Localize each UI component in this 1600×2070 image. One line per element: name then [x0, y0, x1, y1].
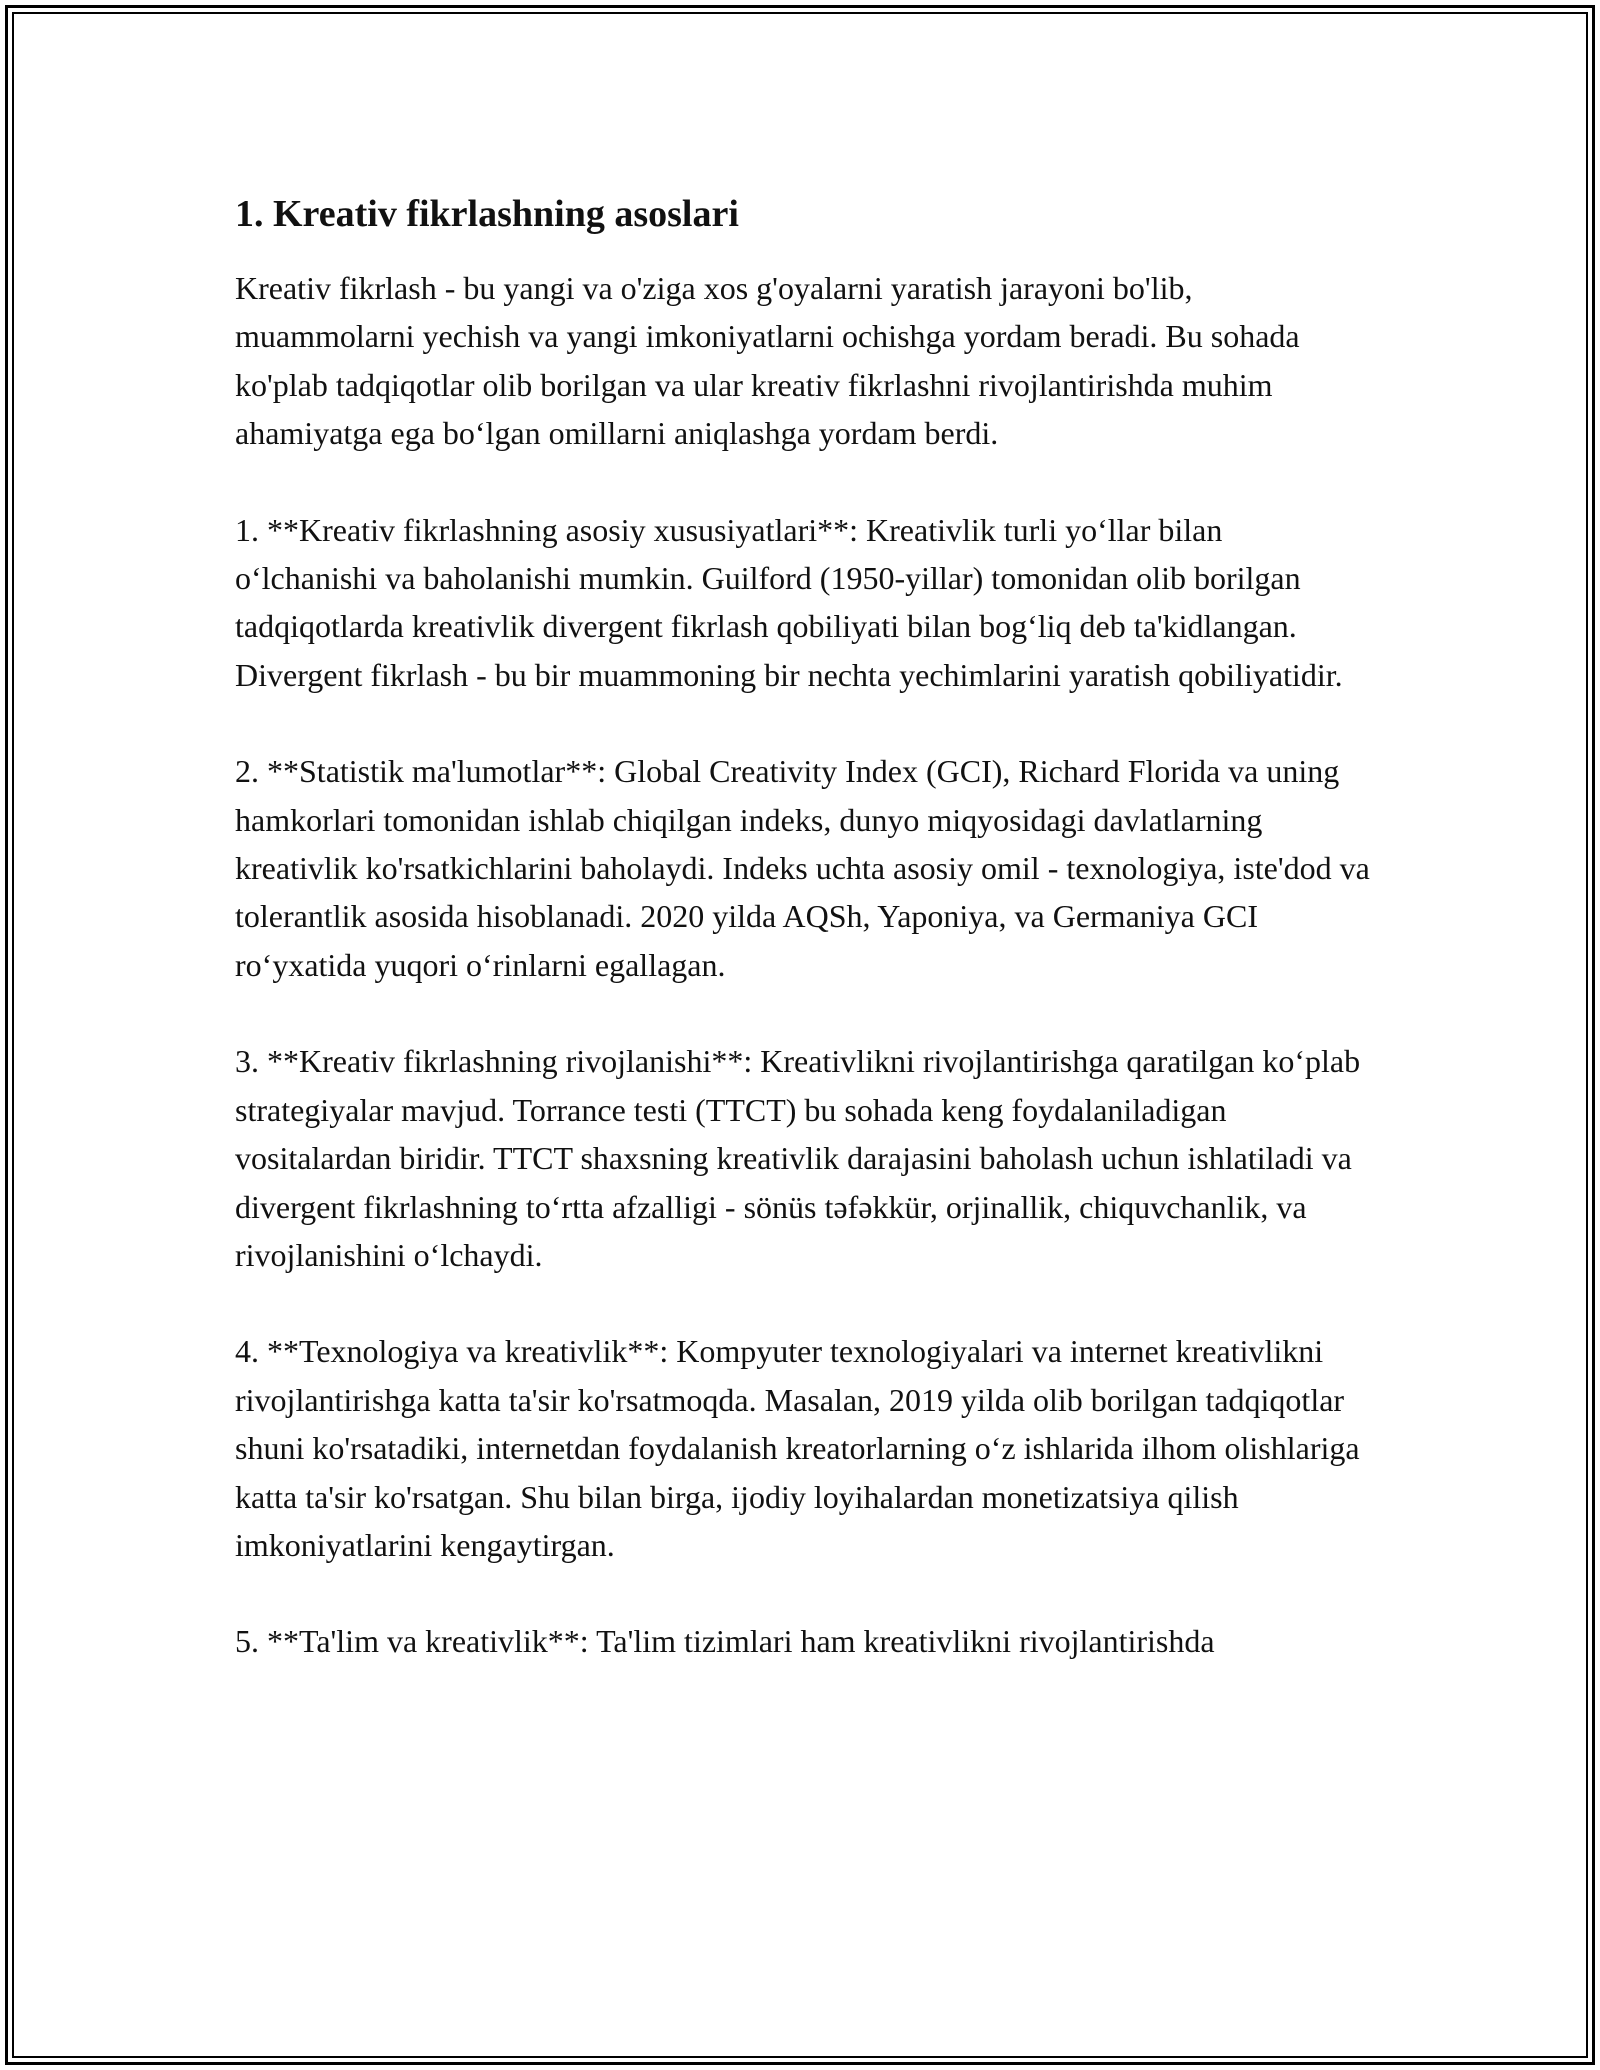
document-body: [235, 190, 1370, 1666]
paragraph-technology: 4. **Texnologiya va kreativlik**: Kompyuter texnologiyalari va internet kreativlikni rivojlantirishga katta ta'sir ko'rsatmoqda. Masalan, 2019 yilda olib borilgan tadqiqotlar shuni ko'rsatadiki, internetdan foydalanish kreatorlarning o‘z ishlarida ilhom olishlariga katta ta'sir ko'rsatgan. Shu bilan birga, ijodiy loyihalardan monetizatsiya qilish imkoniyatlarini kengaytirgan.: [235, 1333, 1360, 1563]
intro-paragraph: Kreativ fikrlash - bu yangi va o'ziga xos g'oyalarni yaratish jarayoni bo'lib, muammolarni yechish va yangi imkoniyatlarni ochishga yordam beradi. Bu sohada ko'plab tadqiqotlar olib borilgan va ular kreativ fikrlashni rivojlantirishda muhim ahamiyatga ega bo‘lgan omillarni aniqlashga yordam berdi.: [235, 270, 1300, 452]
section-heading: 1. Kreativ fikrlashning asoslari: [235, 193, 739, 235]
paragraph-education: 5. **Ta'lim va kreativlik**: Ta'lim tizimlari ham kreativlikni rivojlantirishda: [235, 1623, 1215, 1660]
paragraph-statistics: 2. **Statistik ma'lumotlar**: Global Creativity Index (GCI), Richard Florida va uning hamkorlari tomonidan ishlab chiqilgan indeks, dunyo miqyosidagi davlatlarning kreativlik ko'rsatkichlarini baholaydi. Indeks uchta asosiy omil - texnologiya, iste'dod va tolerantlik asosida hisoblanadi. 2020 yilda AQSh, Yaponiya, va Germaniya GCI ro‘yxatida yuqori o‘rinlarni egallagan.: [235, 753, 1370, 983]
paragraph-creative-features: 1. **Kreativ fikrlashning asosiy xususiyatlari**: Kreativlik turli yo‘llar bilan o‘lchanishi va baholanishi mumkin. Guilford (1950-yillar) tomonidan olib borilgan tadqiqotlarda kreativlik divergent fikrlash qobiliyati bilan bog‘liq deb ta'kidlangan. Divergent fikrlash - bu bir muammoning bir nechta yechimlarini yaratish qobiliyatidir.: [235, 511, 1343, 693]
paragraph-development: 3. **Kreativ fikrlashning rivojlanishi**: Kreativlikni rivojlantirishga qaratilgan ko‘plab strategiyalar mavjud. Torrance testi (TTCT) bu sohada keng foydalaniladigan vositalardan biridir. TTCT shaxsning kreativlik darajasini baholash uchun ishlatiladi va divergent fikrlashning to‘rtta afzalligi - sönüs təfəkkür, orjinallik, chiquvchanlik, va rivojlanishini o‘lchaydi.: [235, 1043, 1361, 1273]
